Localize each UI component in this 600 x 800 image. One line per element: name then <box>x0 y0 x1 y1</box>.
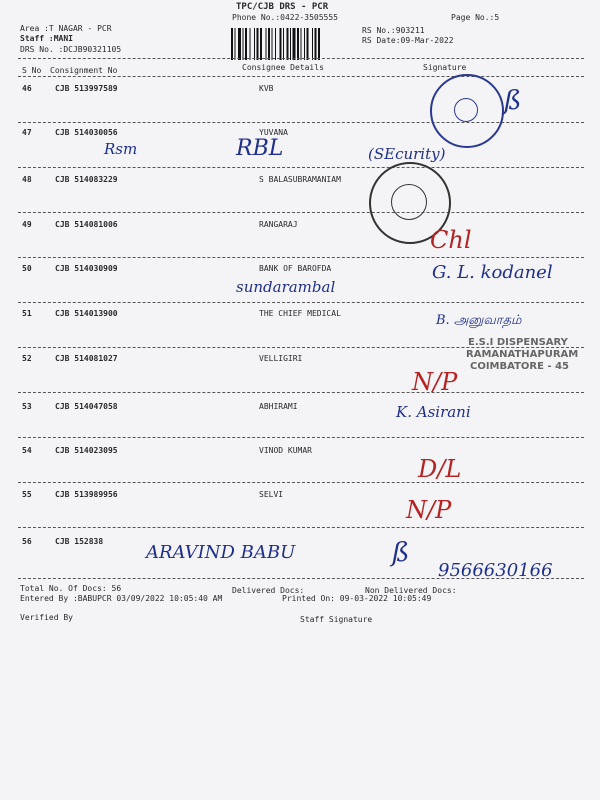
table-row <box>0 446 600 456</box>
row-sno: 46 <box>22 84 32 93</box>
divider <box>18 76 584 77</box>
divider <box>18 212 584 213</box>
handwritten-signature: K. Asirani <box>396 403 471 421</box>
row-consignee: S BALASUBRAMANIAM <box>259 175 341 184</box>
row-consignment: CJB 514081006 <box>55 220 118 229</box>
row-sno: 48 <box>22 175 32 184</box>
non-delivered-docs: Non Delivered Docs: <box>365 586 457 595</box>
col-header-consignment: Consignment No <box>50 66 118 75</box>
dispensary-stamp-line1: E.S.I DISPENSARY <box>468 337 568 348</box>
sheet-title: TPC/CJB DRS - PCR <box>236 2 329 12</box>
barcode <box>230 28 356 60</box>
table-row <box>0 175 600 185</box>
handwritten-note: (SEcurity) <box>368 145 446 163</box>
row-consignee: VINOD KUMAR <box>259 446 312 455</box>
table-row <box>0 128 600 138</box>
verified-by: Verified By <box>20 613 73 622</box>
table-row <box>0 537 600 547</box>
row-consignment: CJB 514013900 <box>55 309 118 318</box>
table-row <box>0 220 600 230</box>
handwritten-signature: G. L. kodanel <box>432 262 553 283</box>
divider <box>18 482 584 483</box>
row-consignee: VELLIGIRI <box>259 354 303 363</box>
row-consignment: CJB 514030056 <box>55 128 118 137</box>
row-sno: 52 <box>22 354 32 363</box>
phone-number: Phone No.:0422-3505555 <box>232 13 338 22</box>
drs-number: DRS No. :DCJB90321105 <box>20 45 122 54</box>
handwritten-signature: B. அனுவாதம் <box>436 313 522 328</box>
handwritten-name: sundarambal <box>236 278 336 296</box>
staff-signature: Staff Signature <box>300 615 373 624</box>
delivered-docs: Delivered Docs: <box>232 586 305 595</box>
row-sno: 53 <box>22 402 32 411</box>
dispensary-stamp-line3: COIMBATORE - 45 <box>470 361 569 372</box>
col-header-signature: Signature <box>423 63 467 72</box>
row-consignment: CJB 514083229 <box>55 175 118 184</box>
row-consignment: CJB 513989956 <box>55 490 118 499</box>
table-row <box>0 402 600 412</box>
entered-by: Entered By :BABUPCR 03/09/2022 10:05:40 AM <box>20 594 223 603</box>
divider <box>18 58 584 59</box>
handwritten-status: D/L <box>418 455 462 483</box>
row-sno: 51 <box>22 309 32 318</box>
row-consignment: CJB 513997589 <box>55 84 118 93</box>
row-consignment: CJB 514030909 <box>55 264 118 273</box>
row-consignee: THE CHIEF MEDICAL <box>259 309 341 318</box>
handwritten-status: N/P <box>412 368 458 396</box>
page-number: Page No.:5 <box>451 13 500 22</box>
row-consignee: BANK OF BAROFDA <box>259 264 332 273</box>
handwritten-status: Chl <box>430 226 472 254</box>
area-label: Area :T NAGAR - PCR <box>20 24 112 33</box>
staff-label: Staff :MANI <box>20 34 73 43</box>
handwritten-signature: RBL <box>236 136 284 161</box>
table-row <box>0 490 600 500</box>
handwritten-signature: ß <box>392 538 410 568</box>
divider <box>18 302 584 303</box>
handwritten-signature: Rsm <box>104 140 138 158</box>
divider <box>18 392 584 393</box>
divider <box>18 527 584 528</box>
bank-seal-stamp <box>430 74 504 148</box>
handwritten-name: ARAVIND BABU <box>146 542 296 563</box>
row-consignee: SELVI <box>259 490 284 499</box>
divider <box>18 167 584 168</box>
row-sno: 50 <box>22 264 32 273</box>
row-consignee: ABHIRAMI <box>259 402 298 411</box>
row-consignment: CJB 514047058 <box>55 402 118 411</box>
divider <box>18 257 584 258</box>
row-sno: 54 <box>22 446 32 455</box>
row-consignment: CJB 514023095 <box>55 446 118 455</box>
total-docs: Total No. Of Docs: 56 <box>20 584 122 593</box>
rs-date: RS Date:09-Mar-2022 <box>362 36 454 45</box>
row-sno: 56 <box>22 537 32 546</box>
handwritten-status: N/P <box>406 496 452 524</box>
row-consignee: KVB <box>259 84 274 93</box>
divider <box>18 437 584 438</box>
row-consignee: YUVANA <box>259 128 288 137</box>
handwritten-phone: 9566630166 <box>438 560 553 581</box>
row-consignee: RANGARAJ <box>259 220 298 229</box>
rs-number: RS No.:903211 <box>362 26 425 35</box>
col-header-sno: S No <box>22 66 42 75</box>
row-consignment: CJB 152838 <box>55 537 104 546</box>
col-header-consignee: Consignee Details <box>242 63 324 72</box>
row-consignment: CJB 514081027 <box>55 354 118 363</box>
row-sno: 49 <box>22 220 32 229</box>
handwritten-initials: ß <box>504 86 522 116</box>
row-sno: 47 <box>22 128 32 137</box>
printed-on: Printed On: 09-03-2022 10:05:49 <box>282 594 432 603</box>
dispensary-stamp-line2: RAMANATHAPURAM <box>466 349 579 360</box>
row-sno: 55 <box>22 490 32 499</box>
